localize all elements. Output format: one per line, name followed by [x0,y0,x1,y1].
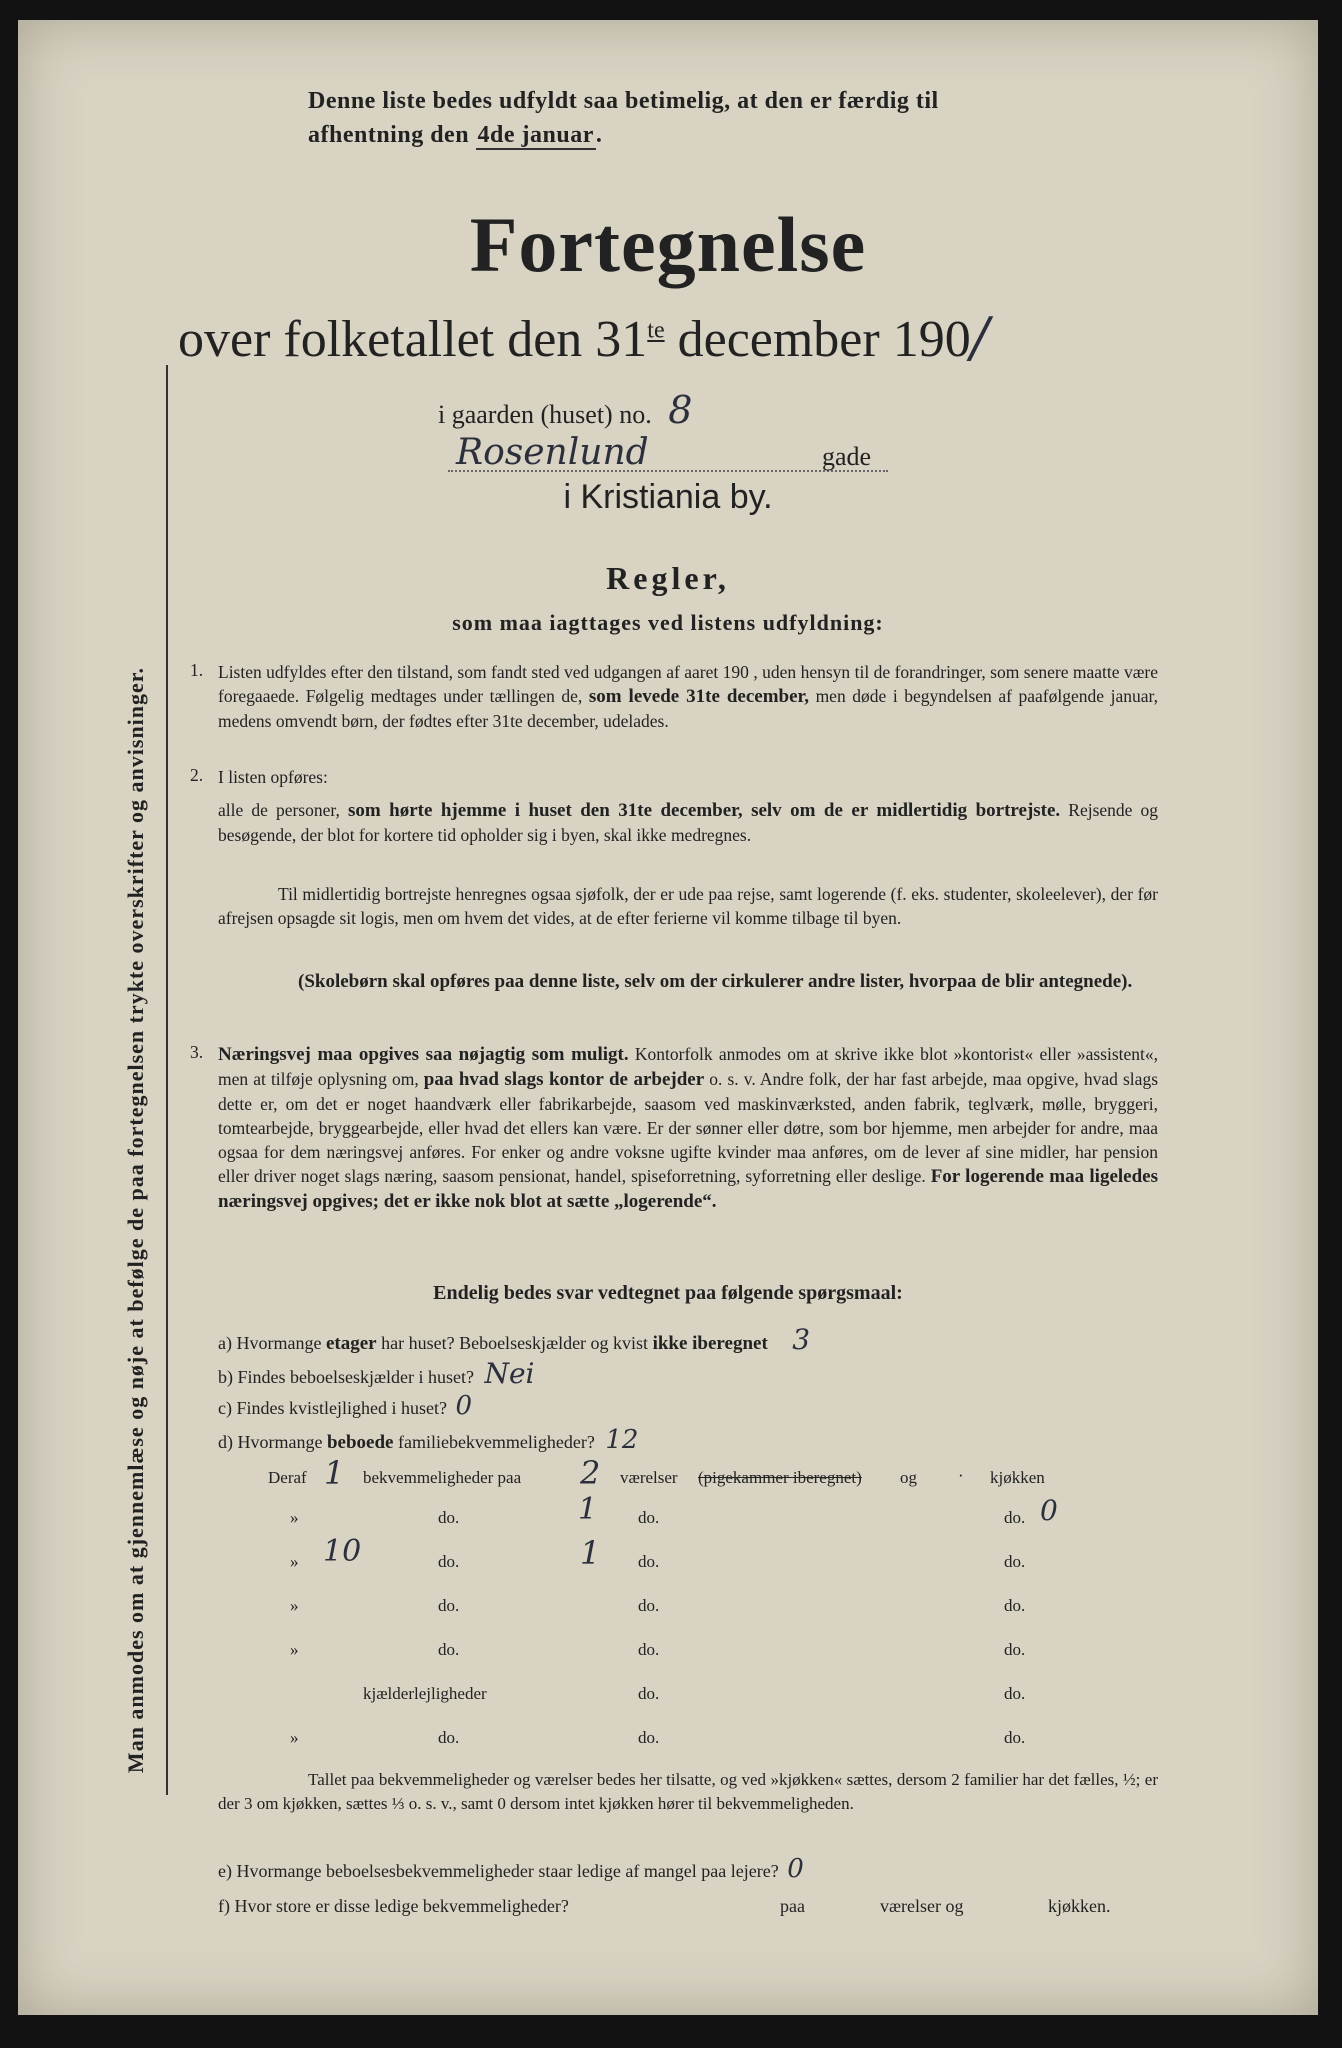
do-vaer: do. [638,1684,660,1703]
pickup-date: 4de januar [477,122,594,148]
rules-subheading: som maa iagttages ved listens udfyldning: [452,610,884,635]
form-subtitle: over folketallet den $31^{te}$ december 190/ [178,306,989,369]
street-suffix: gade [822,442,872,471]
answer-e: 0 [787,1854,804,1884]
table-row-0-count: 1 [324,1454,345,1492]
do-vaer: do. [638,1728,660,1747]
side-instruction: Man anmodes om at gjennemlæse og nøje at befølge de paa fortegnelsen trykte overskrifter og anvisninger. [123,666,148,1774]
rule-2-text: alle de personer, som hørte hjemme i huset den 31te december, selv om de er midlertidig bortrejste. Rejsende og besøgende, der blot for kortere tid opholder sig i byen, skal ikke medregnes. [218,800,1159,845]
do-kjokken: do. [1004,1596,1026,1615]
do-kjokken: do. [1004,1640,1026,1659]
house-number-line: i gaarden (huset) no. 8 [438,388,693,432]
do-bek: do. [438,1552,460,1571]
table-row-0-rooms: 2 [580,1454,601,1492]
answer-c: 0 [455,1391,473,1421]
kjaelderlejligheder-label: kjælderlejligheder [363,1684,487,1703]
vaerelser-label: værelser [620,1468,678,1487]
question-d: d) Hvormange beboede familiebekvemmeligheder? 12 [218,1425,639,1455]
ditto-mark: » [290,1552,299,1571]
table-row-1-rooms: 1 [578,1492,598,1527]
question-f: f) Hvor store er disse ledige bekvemmeligheder? [218,1896,569,1916]
do-bek: do. [438,1508,460,1527]
bekvemmeligheder-paa-label: bekvemmeligheder paa [363,1468,522,1487]
question-b: b) Findes beboelseskjælder i huset? Nei [218,1357,535,1390]
question-c: c) Findes kvistlejlighed i huset? 0 [218,1391,473,1421]
rule-1-text: Listen udfyldes efter den tilstand, som fandt sted ved udgangen af aaret 190 , uden hensyn til de forandringer, som senere maatte være foregaaede. Følgelig medtages under tællingen de, som levede 31te december, men døde i begyndelsen af paafølgende januar, medens omvendt børn, der fødtes efter 31te december, udelades. [218,662,1158,731]
f-vaerelser: værelser og [880,1896,964,1916]
do-vaer: do. [638,1508,660,1527]
rule-2-intro: I listen opføres: [218,767,328,787]
rule-1-number: 1. [190,660,204,680]
do-vaer: do. [638,1640,660,1659]
ditto-mark: » [290,1596,299,1615]
kjokken-header: kjøkken [990,1468,1045,1487]
question-e: e) Hvormange beboelsesbekvemmeligheder staar ledige af mangel paa lejere? 0 [218,1854,804,1884]
city-line: i Kristiania by. [563,478,773,516]
do-bek: do. [438,1640,460,1659]
do-vaer: do. [638,1552,660,1571]
table-row-1-kitchen: 0 [1040,1494,1058,1527]
answer-d: 12 [605,1425,639,1455]
rules-heading: Regler, [606,560,730,596]
notice-line-1: Denne liste bedes udfyldt saa betimelig, at den er færdig til [308,88,939,114]
pickup-notice [308,84,1168,152]
question-a: a) Hvormange etager har huset? Beboelseskjælder og kvist ikke iberegnet 3 [218,1323,811,1356]
rule-3-text: Næringsvej maa opgives saa nøjagtig som muligt. Kontorfolk anmodes om at skrive ikke blot »kontorist« eller »assistent«, men at tilføje oplysning om, paa hvad slags kontor de arbejder o. s. v. Andre folk, der har fast arbejde, maa opgive, hvad slags dette er, om det er noget haandværk eller fabrikarbejde, saasom ved maskinværksted, anden fabrik, teglværk, mølle, bryggeri, tomtearbejde, bryggearbejde, eller hvad det ellers kan være. Er der sønner eller døtre, som bor hjemme, men arbejder for andre, maa ogsaa for dem næringsvej anføres. For enker og andre voksne ugifte kvinder maa anføres, om de lever af sine midler, har pension eller driver noget slags næring, saasom pensionat, handel, spiseforretning, syforretning eller deslige. For logerende maa ligeledes næringsvej opgives; det er ikke nok blot at sætte „logerende“. [218,1044,1158,1212]
do-bek: do. [438,1728,460,1747]
pigekammer-struck: (pigekammer iberegnet) [698,1468,862,1487]
do-kjokken: do. [1004,1684,1026,1703]
f-kjokken: kjøkken. [1048,1896,1111,1916]
og-label: og [900,1468,917,1487]
rule-3-number: 3. [190,1042,204,1062]
table-row-2-rooms: 1 [580,1534,601,1572]
answer-b: Nei [484,1357,535,1390]
do-vaer: do. [638,1596,660,1615]
ditto-mark: » [290,1640,299,1659]
ditto-mark: » [290,1508,299,1527]
do-kjokken: do. [1004,1552,1026,1571]
answer-a: 3 [792,1323,811,1356]
census-form-page [18,20,1318,2015]
questions-heading: Endelig bedes svar vedtegnet paa følgende spørgsmaal: [433,1282,903,1304]
do-bek: do. [438,1596,460,1615]
rule-2-paragraph-2: Til midlertidig bortrejste henregnes ogsaa sjøfolk, der er ude paa rejse, samt logerende (f. eks. studenter, skoleelever), der før afrejsen opsagde sit logis, men om hvem det vides, at de efter ferierne vil komme tilbage til byen. [218,884,1158,928]
f-paa: paa [780,1896,805,1916]
handwritten-year: / [970,306,989,369]
do-kjokken: do. [1004,1508,1026,1527]
form-title: Fortegnelse [469,201,867,288]
ditto-mark: » [290,1728,299,1747]
kjokken-dot: · [958,1466,964,1485]
do-kjokken: do. [1004,1728,1026,1747]
rule-2-paragraph-3: (Skolebørn skal opføres paa denne liste, selv om der cirkulerer andre lister, hvorpaa de blir antegnede). [298,971,1133,992]
rule-2-number: 2. [190,765,204,785]
table-row-2-count: 10 [323,1534,362,1569]
handwritten-house-number: 8 [668,388,693,432]
handwritten-street: Rosenlund [456,432,649,473]
deraf-label: Deraf [268,1468,307,1487]
table-note: Tallet paa bekvemmeligheder og værelser bedes her tilsatte, og ved »kjøkken« sættes, dersom 2 familier har det fælles, ½; er der 3 om kjøkken, sættes ⅓ o. s. v., samt 0 dersom intet kjøkken hører til bekvemmeligheden. [218,1770,1158,1813]
notice-line-2: afhentning den 4de januar. [308,122,603,148]
